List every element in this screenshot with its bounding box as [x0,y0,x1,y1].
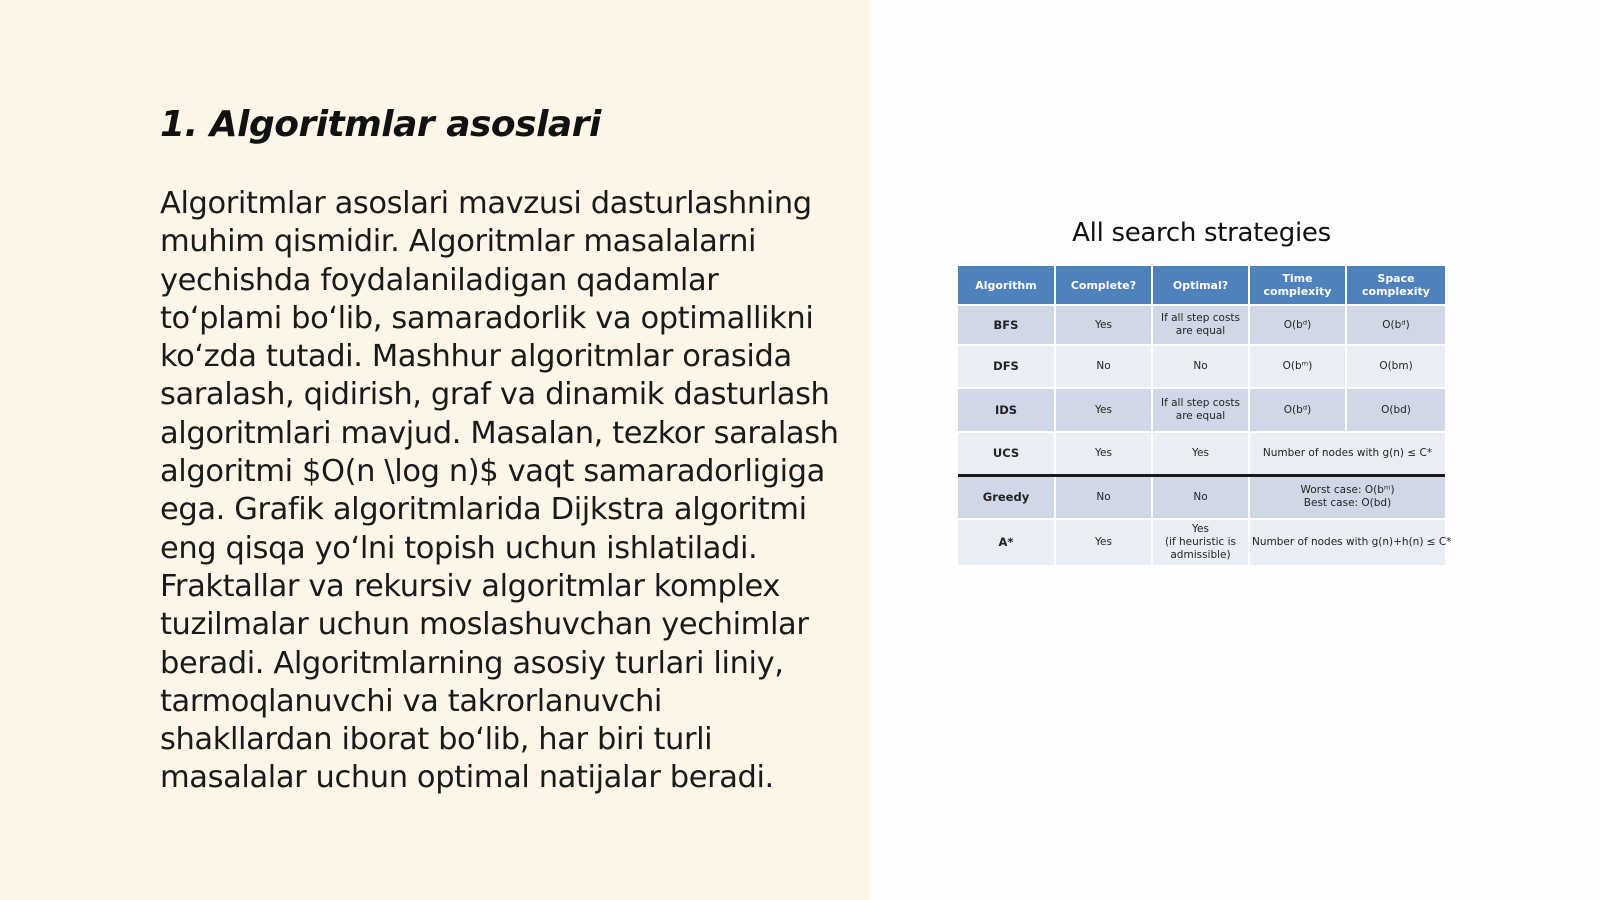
cell-algorithm: UCS [958,432,1055,475]
cell-complete: Yes [1055,432,1152,475]
worst-case-text: Worst case: O(bᵐ) [1300,484,1395,497]
cell-optimal: No [1152,345,1249,388]
table-header-row [958,266,1445,305]
table-row-astar [958,519,1445,565]
cell-space: O(bd) [1346,388,1445,432]
cell-algorithm: BFS [958,305,1055,345]
figure-caption: All search strategies [1072,218,1331,248]
cell-optimal: If all step costs are equal [1152,305,1249,345]
cell-time: O(bᵈ) [1249,305,1346,345]
cell-complete: Yes [1055,388,1152,432]
cell-algorithm: A* [958,519,1055,565]
cell-optimal: If all step costs are equal [1152,388,1249,432]
slide-body-text: Algoritmlar asoslari mavzusi dasturlashning muhim qismidir. Algoritmlar masalalarni yechishda foydalaniladigan qadamlar to‘plami bo‘lib, samaradorlik va optimallikni ko‘zda tutadi. Mashhur algoritmlar orasida saralash, qidirish, graf va dinamik dasturlash algoritmlari mavjud. Masalan, tezkor saralash algoritmi $O(n \log n)$ vaqt samaradorligiga ega. Grafik algoritmlarida Dijkstra algoritmi eng qisqa yo‘lni topish uchun ishlatiladi. Fraktallar va rekursiv algoritmlar komplex tuzilmalar uchun moslashuvchan yechimlar beradi. Algoritmlarning asosiy turlari liniy, tarmoqlanuvchi va takrorlanuvchi shakllardan iborat bo‘lib, har biri turli masalalar uchun optimal natijalar beradi. [160,186,839,796]
cell-time: O(bᵐ) [1249,345,1346,388]
cell-algorithm: DFS [958,345,1055,388]
cell-space: O(bm) [1346,345,1445,388]
header-algorithm: Algorithm [958,266,1055,305]
table-row-bfs [958,305,1445,345]
header-time-complexity: Time complexity [1249,266,1346,305]
cell-complexity: Number of nodes with g(n)+h(n) ≤ C* [1249,519,1445,565]
table-row-ids [958,388,1445,432]
table-row-dfs [958,345,1445,388]
table-row-greedy [958,475,1445,519]
cell-complete: Yes [1055,305,1152,345]
cell-algorithm: IDS [958,388,1055,432]
header-complete: Complete? [1055,266,1152,305]
best-case-text: Best case: O(bd) [1303,497,1392,510]
cell-complete: Yes [1055,519,1152,565]
cell-algorithm: Greedy [958,475,1055,519]
cell-complexity: Number of nodes with g(n) ≤ C* [1249,432,1445,475]
cell-complete: No [1055,345,1152,388]
cell-complexity [1249,475,1445,519]
slide-title: 1. Algoritmlar asoslari [160,104,601,145]
cell-space: O(bᵈ) [1346,305,1445,345]
cell-complete: No [1055,475,1152,519]
cell-time: O(bᵈ) [1249,388,1346,432]
header-space-complexity: Space complexity [1346,266,1445,305]
table-row-ucs [958,432,1445,475]
optimal-line-1: Yes [1192,523,1209,535]
cell-optimal [1152,519,1249,565]
optimal-line-2: (if heuristic is [1164,536,1237,548]
cell-optimal: No [1152,475,1249,519]
cell-optimal: Yes [1152,432,1249,475]
search-strategies-table [958,266,1452,565]
header-optimal: Optimal? [1152,266,1249,305]
optimal-line-3: admissible) [1170,549,1231,561]
